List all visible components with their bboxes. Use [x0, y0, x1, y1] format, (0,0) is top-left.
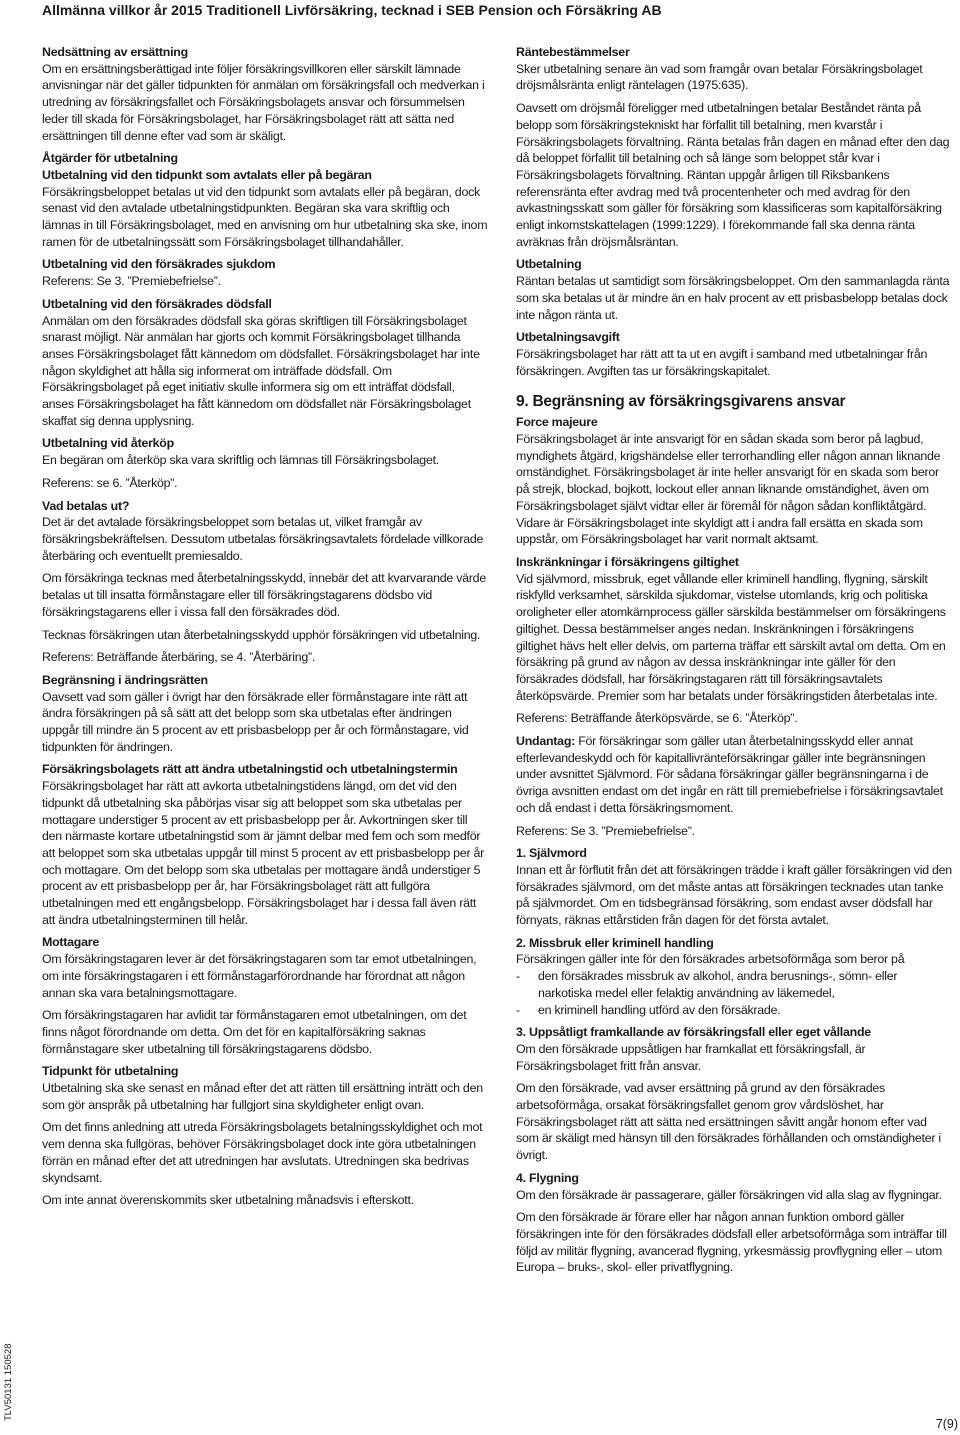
paragraph-tidpunkt-3: Om inte annat överenskommits sker utbetalning månadsvis i efterskott. [42, 1193, 414, 1208]
paragraph-flygning-2: Om den försäkrade är förare eller har någon annan funktion ombord gäller försäkringen inte för den försäkrades dödsfall eller arbetsoförmåga som inträffar till följd av militär flygning, avancerad flygning, yrkesmässig provflygning eller – utom Europa – bruks-, skol- eller privatflygning. [516, 1210, 947, 1275]
reference-aterkop: Referens: se 6. ”Återköp”. [42, 475, 178, 490]
heading-aterkop: Utbetalning vid återköp [42, 436, 174, 451]
subheading-tidpunkt: Utbetalning vid den tidpunkt som avtalats eller på begäran [42, 167, 372, 182]
reference-aterbaring: Referens: Beträffande återbäring, se 4. ”Återbäring”. [42, 650, 316, 665]
heading-utbetalningstid: Försäkringsbolagets rätt att ändra utbetalningstid och utbetalningstermin [42, 762, 458, 777]
heading-nedsattning: Nedsättning av ersättning [42, 45, 188, 59]
document-code: TLV50131 150528 [3, 1343, 14, 1421]
heading-missbruk: 2. Missbruk eller kriminell handling [516, 935, 714, 950]
heading-mottagare: Mottagare [42, 935, 99, 950]
heading-sjukdom: Utbetalning vid den försäkrades sjukdom [42, 257, 276, 272]
reference-premiebefrielse: Referens: Se 3. ”Premiebefrielse”. [516, 823, 695, 838]
heading-inskrankningar: Inskränkningar i försäkringens giltighet [516, 554, 739, 569]
paragraph-atgarder: Försäkringsbeloppet betalas ut vid den tidpunkt som avtalats eller på begäran, dock senast vid den avtalade utbetalningstidpunkten. Begäran ska vara skriftlig och lämnas in till Försäkringsbolaget, med en anvisning om hur utbetalning ska ske, inom ramen för de utbetalningssätt som Försäkringsbolaget tillhandahåller. [42, 184, 488, 249]
paragraph-vad-betalas-3: Tecknas försäkringen utan återbetalningsskydd upphör försäkringen vid utbetalning. [42, 627, 481, 642]
heading-tidpunkt-utbetalning: Tidpunkt för utbetalning [42, 1064, 179, 1079]
paragraph-ranta-1: Sker utbetalning senare än vad som framgår ovan betalar Försäkringsbolaget dröjsmålsränta enligt räntelagen (1975:635). [516, 61, 923, 93]
section-title-9: 9. Begränsning av försäkringsgivarens ansvar [516, 393, 846, 411]
page-number: 7(9) [935, 1417, 958, 1431]
heading-andringsratt: Begränsning i ändringsrätten [42, 672, 208, 687]
paragraph-tidpunkt-1: Utbetalning ska ske senast en månad efter det att rätten till ersättning inträtt och den som gör anspråk på utbetalning har fullgjort sina skyldigheter enligt ovan. [42, 1081, 483, 1112]
document-header: Allmänna villkor år 2015 Traditionell Livförsäkring, tecknad i SEB Pension och Försäkring AB [42, 2, 662, 18]
paragraph-ranta-2: Oavsett om dröjsmål föreligger med utbetalningen betalar Beståndet ränta på belopp som försäkringstekniskt har förfallit till betalning, men kvarstår i Försäkringsbolagets förvaltning. Ränta betalas från dagen en månad efter den dag då beloppet förfallit till betalning och så länge som beloppet står kvar i Försäkringsbolagets förvaltning. Räntan uppgår årligen till Riksbankens referensränta efter avdrag med två procentenheter och med avdrag för den avkastningsskatt som gäller för försäkring som klassificeras som kapitalförsäkring enligt inkomstskattelagen (1999:1229). I förekommande fall ska denna ränta avräknas från dröjsmålsräntan. [516, 101, 950, 249]
paragraph-utbetalningstid: Försäkringsbolaget har rätt att avkorta utbetalningstidens längd, om det vid den tidpunkt då utbetalning ska påbörjas visar sig att beloppet som ska utbetalas per mottagare understiger 5 procent av ett prisbasbelopp per år. Avkortningen sker till den närmaste kortare utbetalningstid som är jämnt delbar med fem och som medför att beloppet som ska utbetalas uppgår till minst 5 procent av ett prisbasbelopp per år och mottagare. Om det belopp som ska utbetalas per mottagare ändå understiger 5 procent av ett prisbasbelopp per år, har Försäkringsbolaget rätt att fullgöra utbetalningen med ett engångsbelopp. Försäkringsbolaget har i dessa fall även rätt att ändra utbetalningsterminen till helår. [42, 779, 485, 927]
paragraph-uppsatligt-2: Om den försäkrade, vad avser ersättning på grund av den försäkrades arbetsoförmåga, orsakat försäkringsfallet genom grov vårdslöshet, har Försäkringsbolaget rätt att sätta ned ersättningen såvitt angår honom efter vad som är skäligt med hänsyn till den försäkrades förhållanden och omständigheter i övrigt. [516, 1081, 941, 1163]
paragraph-undantag: För försäkringar som gäller utan återbetalningsskydd eller annat efterlevandeskydd och för kapitallivränteförsäkringar gäller inte begränsningen under avsnittet Självmord. För sådana försäkringar gäller begränsningarna i de övriga avsnitten endast om det ingår en rätt till premiebefrielse i försäkringsavtalet och då endast i detta försäkringsmoment. [516, 734, 943, 815]
heading-vad-betalas: Vad betalas ut? [42, 498, 130, 513]
paragraph-flygning-1: Om den försäkrade är passagerare, gäller försäkringen vid alla slag av flygningar. [516, 1187, 942, 1202]
paragraph-vad-betalas-2: Om försäkringa tecknas med återbetalningsskydd, innebär det att kvarvarande värde betalas ut till insatta förmånstagare eller till försäkringstagarens dödsbo vid försäkringstagarens eller i vissa fall den försäkrades död. [42, 571, 486, 619]
paragraph-inskrankningar: Vid självmord, missbruk, eget vållande eller kriminell handling, flygning, särskilt riskfylld verksamhet, särskilda sjukdomar, vistelse utomlands, krig och politiska oroligheter eller atomkärnprocess gäller särskilda bestämmelser om försäkringens giltighet. Dessa bestämmelser anges nedan. Inskränkningen i försäkringens giltighet hävs helt eller delvis, om parterna träffar ett särskilt avtal om detta. Om en försäkring på grund av någon av dessa inskränkningar inte gäller för den försäkrades dödsfall, har försäkringstagaren rätt till försäkringsavtalets återköpsvärde. Premier som har betalats under försäkringstiden återbetalas inte. [516, 571, 946, 703]
paragraph-mottagare-2: Om försäkringstagaren har avlidit tar förmånstagaren emot utbetalningen, om det finns något förordnande om detta. Om det för en kapitalförsäkring saknas förmånstagare sker utbetalning till försäkringstagarens dödsbo. [42, 1008, 467, 1056]
heading-force-majeure: Force majeure [516, 415, 598, 430]
heading-atgarder: Åtgärder för utbetalning [42, 151, 178, 166]
paragraph-tidpunkt-2: Om det finns anledning att utreda Försäkringsbolagets betalningsskyldighet och mot vem denna ska fullgöras, behöver Försäkringsbolaget dock inte göra utbetalningen förrän en månad efter det att utredningen har avslutats. Utredningen ska bedrivas skyndsamt. [42, 1120, 483, 1185]
paragraph-utbetalningsavgift: Försäkringsbolaget har rätt att ta ut en avgift i samband med utbetalningar från försäkringen. Avgiften tas ur försäkringskapitalet. [516, 346, 928, 378]
paragraph-uppsatligt-1: Om den försäkrade uppsåtligen har framkallat ett försäkringsfall, är Försäkringsbolaget fritt från ansvar. [516, 1041, 866, 1073]
heading-uppsatligt: 3. Uppsåtligt framkallande av försäkringsfall eller eget vållande [516, 1025, 871, 1040]
undantag-label: Undantag: [516, 734, 576, 749]
paragraph-nedsattning: Om en ersättningsberättigad inte följer försäkringsvillkoren eller särskilt lämnade anvisningar när det gäller tidpunkten för anmälan om försäkringsfall och medverkan i utredning av försäkringsfallet och Försäkringsbolagets ansvar och försummelsen leder till skada för Försäkringsbolaget, har Försäkringsbolaget rätt att sätta ned ersättningen till denne efter vad som är skäligt. [42, 61, 485, 143]
heading-dodsfall: Utbetalning vid den försäkrades dödsfall [42, 296, 272, 311]
paragraph-dodsfall: Anmälan om den försäkrades dödsfall ska göras skriftligen till Försäkringsbolaget snarast möjligt. När anmälan har gjorts och kommit Försäkringsbolaget tillhanda anses Försäkringsbolaget fått kännedom om dödsfallet. Försäkringsbolaget har inte någon skyldighet att hålla sig informerat om inträffade dödsfall. Om Försäkringsbolaget på eget initiativ skulle informera sig om ett inträffat dödsfall, anses Försäkringsbolaget ha fått kännedom om dödsfallet när Försäkringsbolaget skaffat sig denna upplysning. [42, 313, 480, 428]
heading-utbetalning: Utbetalning [516, 257, 582, 272]
heading-sjalvmord: 1. Självmord [516, 846, 587, 861]
paragraph-andringsratt: Oavsett vad som gäller i övrigt har den försäkrade eller förmånstagare inte rätt att ändra försäkringen på så sätt att det belopp som ska utbetalas efter ändringen uppgår till mindre än 5 procent av ett prisbasbelopp per år och förmånstagare, vid tidpunkten för ändringen. [42, 689, 469, 754]
paragraph-mottagare-1: Om försäkringstagaren lever är det försäkringstagaren som tar emot utbetalningen, om inte försäkringstagaren i ett förmånstagarförordnande har förordnat att någon annan ska vara betalningsmottagare. [42, 952, 477, 1000]
paragraph-vad-betalas-1: Det är det avtalade försäkringsbeloppet som betalas ut, vilket framgår av försäkringsbekräftelsen. Dessutom utbetalas försäkringsavtalets fördelade villkorade återbäring och eventuellt premiesaldo. [42, 515, 484, 563]
list-item: - den försäkrades missbruk av alkohol, andra berusnings-, sömn- eller narkotiska medel eller felaktig användning av läkemedel, [516, 968, 952, 1001]
list-item: - en kriminell handling utförd av den försäkrade. [516, 1002, 952, 1019]
paragraph-aterkop: En begäran om återköp ska vara skriftlig och lämnas till Försäkringsbolaget. [42, 453, 439, 468]
reference-aterkopsvarde: Referens: Beträffande återköpsvärde, se 6. ”Återköp”. [516, 711, 798, 726]
heading-rantebestammelser: Räntebestämmelser [516, 45, 630, 59]
paragraph-force-majeure: Försäkringsbolaget är inte ansvarigt för en sådan skada som beror på lagbud, myndighets åtgärd, krigshändelse eller terrorhandling eller någon annan liknande omständighet. Försäkringsbolaget är inte heller ansvarigt för en skada som beror på strejk, blockad, bojkott, lockout eller annan liknande omständighet, även om Försäkringsbolaget självt vidtar eller är föremål för någon sådan konfliktåtgärd. Vidare är Försäkringsbolaget inte skyldigt att i andra fall ersätta en skada som uppstår, om Försäkringsbolaget har varit normalt aktsamt. [516, 432, 941, 547]
heading-flygning: 4. Flygning [516, 1170, 579, 1185]
paragraph-utbetalning: Räntan betalas ut samtidigt som försäkringsbeloppet. Om den sammanlagda ränta som ska betalas ut är mindre än en halv procent av ett prisbasbelopp betalas dock inte någon ränta ut. [516, 274, 950, 322]
missbruk-list [516, 968, 952, 1018]
left-column [42, 44, 488, 1215]
reference-sjukdom: Referens: Se 3. ”Premiebefrielse”. [42, 274, 221, 289]
paragraph-missbruk: Försäkringen gäller inte för den försäkrades arbetsoförmåga som beror på [516, 952, 905, 967]
right-column [516, 44, 952, 1282]
paragraph-sjalvmord: Innan ett år förflutit från det att försäkringen trädde i kraft gäller försäkringen vid den försäkrades självmord, om det måste antas att försäkringen tecknades utan tanke på självmordet. Om en tidsbegränsad försäkring, som endast avser dödsfall har förnyats, räknas ettårstiden från dagen för det första avtalet. [516, 862, 952, 928]
heading-utbetalningsavgift: Utbetalningsavgift [516, 330, 620, 345]
